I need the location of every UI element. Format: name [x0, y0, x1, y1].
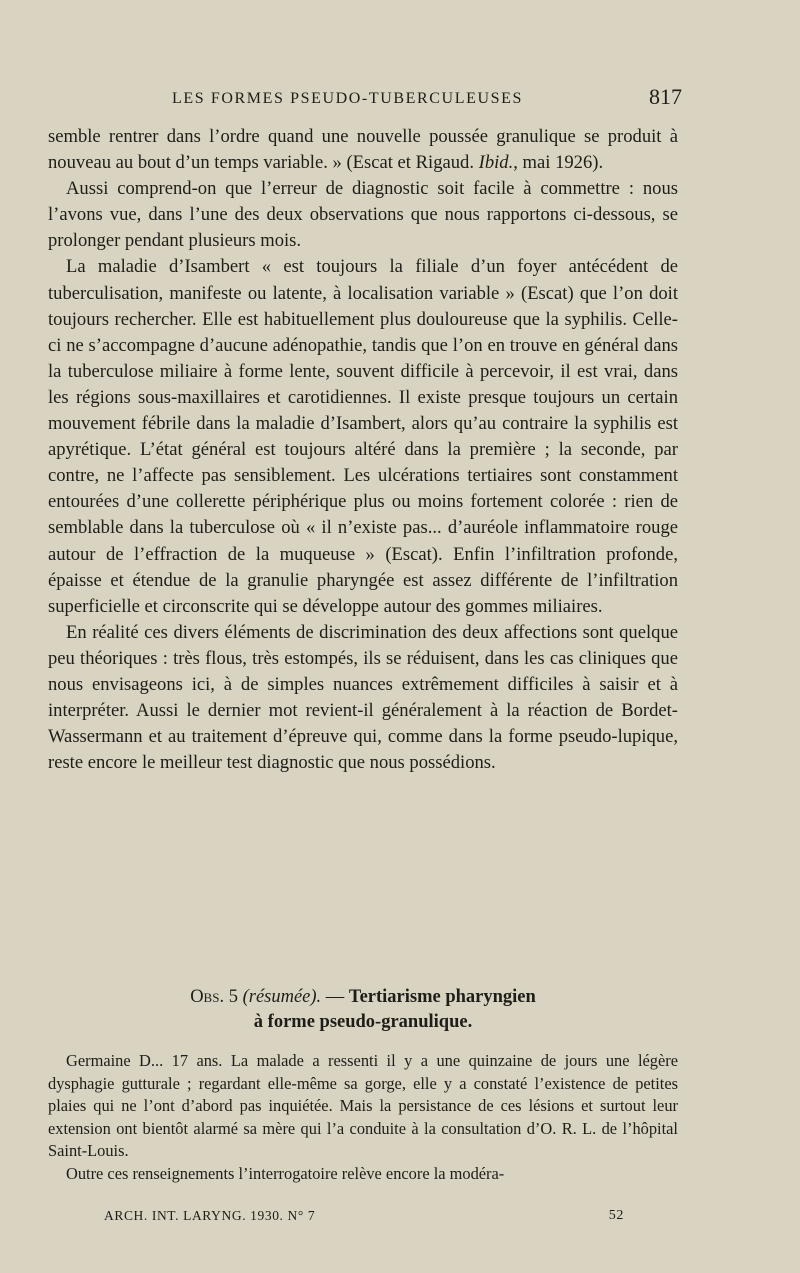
observation-title-line-1: Tertiarisme pharyngien [348, 987, 536, 1007]
page-header [48, 84, 682, 114]
paragraph-1-text: semble rentrer dans l’ordre quand une nouvelle poussée granulique se produit à nouveau au bout d’un temps variable. » (Escat et Rigaud. [48, 126, 678, 174]
journal-reference: ARCH. INT. LARYNG. 1930. N° 7 [104, 1208, 316, 1223]
main-text [48, 124, 678, 776]
page-footer [104, 1208, 624, 1224]
observation-label: Obs. 5 [190, 987, 238, 1007]
paragraph-1-italic: Ibid. [478, 152, 514, 174]
paragraph-4: En réalité ces divers éléments de discrimination des deux affections sont quelque peu théoriques : très flous, très estompés, ils se réduisent, dans les cas cliniques que nous envisageons ici, à de simples nuances extrêmement difficiles à saisir et à interpréter. Aussi le dernier mot revient-il généralement à la réaction de Bordet-Wassermann et au traitement d’épreuve qui, comme dans la forme pseudo-lupique, reste encore le meilleur test diagnostic que nous possédions. [48, 621, 678, 774]
observation-title-line-2: à forme pseudo-granulique. [253, 1012, 473, 1032]
case-paragraph-2: Outre ces renseignements l’interrogatoire relève encore la modéra- [66, 1163, 505, 1183]
case-paragraph-1: Germaine D... 17 ans. La malade a ressenti il y a une quinzaine de jours une légère dysphagie gutturale ; regardant elle-même sa gorge, elle y a constaté l’existence de petites plaies qui ne l’ont d’abord pas inquiétée. Mais la persistance de ces lésions et surtout leur extension ont bientôt alarmé sa mère qui l’a conduite à la consultation d’O. R. L. de l’hôpital Saint-Louis. [48, 1051, 678, 1161]
observation-label-italic: (résumée). [242, 987, 322, 1007]
observation-heading-line-1 [48, 985, 678, 1010]
observation-heading [48, 985, 678, 1035]
running-title: LES FORMES PSEUDO-TUBERCULEUSES [172, 90, 523, 107]
case-text [48, 1050, 678, 1186]
paragraph-2: Aussi comprend-on que l’erreur de diagnostic soit facile à commettre : nous l’avons vue, dans l’une des deux observations que nous rapportons ci-dessous, se prolonger pendant plusieurs mois. [48, 178, 678, 252]
page-number: 817 [649, 84, 682, 109]
paragraph-1-end: , mai 1926). [513, 152, 604, 174]
observation-dash: — [321, 987, 349, 1007]
paragraph-3: La maladie d’Isambert « est toujours la filiale d’un foyer antécédent de tuberculisation, manifeste ou latente, à localisation variable » (Escat) que l’on doit toujours rechercher. Elle est habituellement plus douloureuse que la syphilis. Celle-ci ne s’accompagne d’aucune adénopathie, tandis que l’on en trouve en général dans la tuberculose miliaire à forme lente, souvent difficile à percevoir, il est vrai, dans les régions sous-maxillaires et carotidiennes. Il existe presque toujours un certain mouvement fébrile dans la maladie d’Isambert, alors qu’au contraire la syphilis est apyrétique. L’état général est toujours altéré dans la première ; la seconde, par contre, ne l’affecte pas sensiblement. Les ulcérations tertiaires sont constamment entourées d’une collerette périphérique plus ou moins fortement colorée : rien de semblable dans la tuberculose où « il n’existe pas... d’auréole inflammatoire rouge autour de l’effraction de la muqueuse » (Escat). Enfin l’infiltration profonde, épaisse et étendue de la granulie pharyngée est assez différente de l’infiltration superficielle et circonscrite qui se développe autour des gommes miliaires. [48, 256, 678, 617]
paragraph-1 [48, 124, 678, 176]
signature-mark: 52 [608, 1208, 624, 1223]
